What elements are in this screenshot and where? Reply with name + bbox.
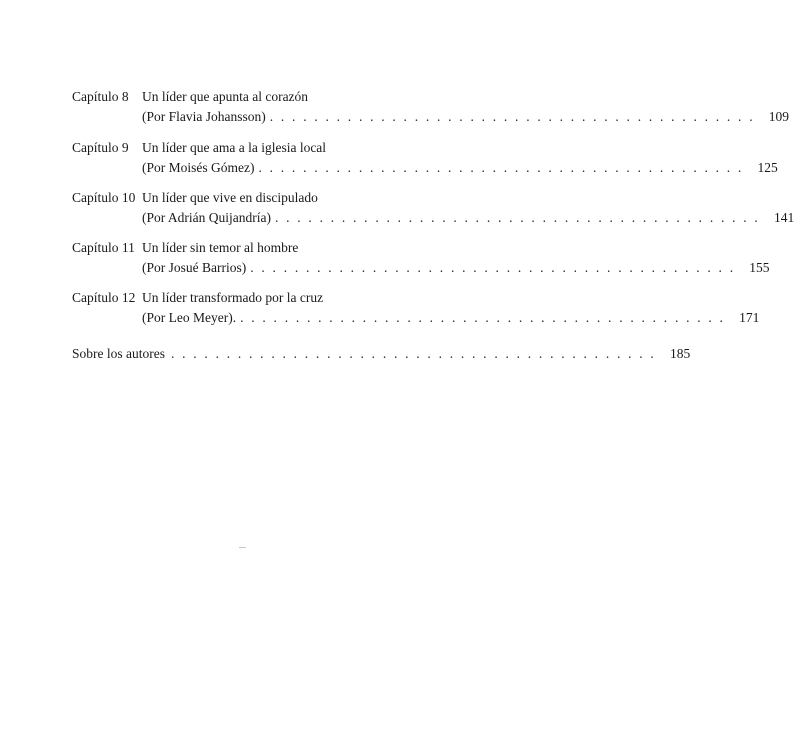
toc-entry-title-row bbox=[72, 87, 392, 107]
toc-entry-title-row bbox=[72, 288, 392, 308]
toc-entry-author-row bbox=[72, 258, 770, 278]
chapter-author: (Por Moisés Gómez) bbox=[142, 160, 255, 175]
chapter-author: (Por Leo Meyer). bbox=[142, 310, 237, 325]
chapter-author: (Por Flavia Johansson) bbox=[142, 109, 266, 124]
toc-entry bbox=[72, 87, 790, 127]
chapter-title: Un líder sin temor al hombre bbox=[142, 240, 299, 255]
toc-entry-author-row bbox=[72, 107, 790, 127]
page-number: 125 bbox=[757, 160, 778, 175]
page-number: 109 bbox=[768, 109, 790, 124]
chapter-title: Un líder que ama a la iglesia local bbox=[142, 140, 327, 155]
page-number: 141 bbox=[774, 210, 794, 225]
chapter-label: Capítulo 10 bbox=[72, 190, 136, 205]
dot-leader: . . . . . . . . . . . . . . . . . . . . . . . . . . . . . . . . . . . . . . . . . . . . bbox=[240, 310, 726, 325]
chapter-label: Capítulo 8 bbox=[72, 89, 129, 104]
chapter-author: (Por Adrián Quijandría) bbox=[142, 210, 271, 225]
toc-entry-author-row bbox=[72, 208, 794, 228]
dot-leader: . . . . . . . . . . . . . . . . . . . . . . . . . . . . . . . . . . . . . . . . . . . . bbox=[274, 210, 760, 225]
chapter-label: Capítulo 9 bbox=[72, 140, 129, 155]
dot-leader: . . . . . . . . . . . . . . . . . . . . . . . . . . . . . . . . . . . . . . . . . . . . bbox=[269, 109, 755, 124]
about-authors-label: Sobre los autores bbox=[72, 346, 165, 361]
toc-entry-about-authors bbox=[72, 344, 691, 364]
toc-entry bbox=[72, 138, 778, 178]
page-mark bbox=[239, 547, 246, 548]
toc-entry-author-row bbox=[72, 308, 760, 328]
page-number: 185 bbox=[670, 346, 691, 361]
page-number: 155 bbox=[749, 260, 770, 275]
chapter-label: Capítulo 11 bbox=[72, 240, 135, 255]
page-number: 171 bbox=[739, 310, 760, 325]
chapter-label: Capítulo 12 bbox=[72, 290, 136, 305]
toc-entry bbox=[72, 188, 794, 228]
chapter-title: Un líder transformado por la cruz bbox=[142, 290, 324, 305]
dot-leader: . . . . . . . . . . . . . . . . . . . . . . . . . . . . . . . . . . . . . . . . . . . . bbox=[258, 160, 744, 175]
chapter-title: Un líder que vive en discipulado bbox=[142, 190, 318, 205]
toc-entry-title-row bbox=[72, 138, 392, 158]
toc-entry-author-row bbox=[72, 158, 778, 178]
dot-leader: . . . . . . . . . . . . . . . . . . . . . . . . . . . . . . . . . . . . . . . . . . . . bbox=[250, 260, 736, 275]
chapter-author: (Por Josué Barrios) bbox=[142, 260, 247, 275]
toc-entry bbox=[72, 288, 760, 328]
chapter-title: Un líder que apunta al corazón bbox=[142, 89, 309, 104]
toc-entry-title-row bbox=[72, 238, 392, 258]
toc-entry bbox=[72, 238, 770, 278]
toc-entry-title-row bbox=[72, 188, 392, 208]
dot-leader: . . . . . . . . . . . . . . . . . . . . . . . . . . . . . . . . . . . . . . . . . . . . bbox=[170, 346, 657, 361]
